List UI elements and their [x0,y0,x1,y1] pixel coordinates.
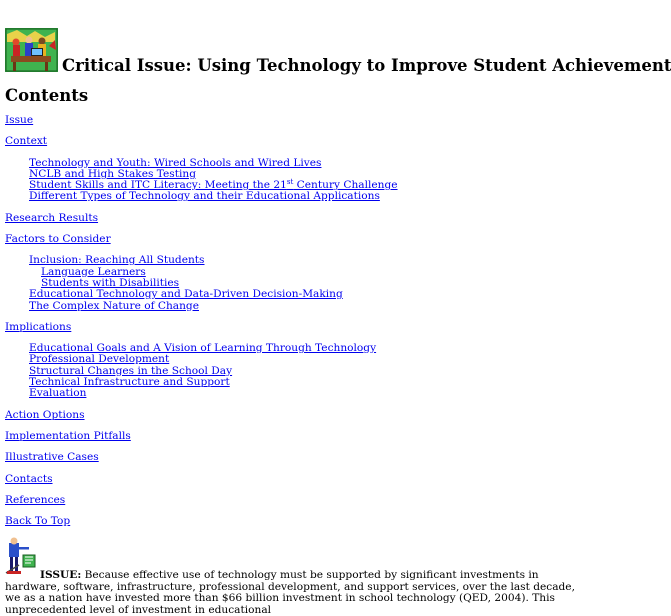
toc-link-educational-goals[interactable]: Educational Goals and A Vision of Learning Through Technology [29,342,377,355]
issue-body: Because effective use of technology must be supported by significant investments in hardware, software, infrastructure, professional development, and support services, over the last decade, we as a nation have invested more than $66 billion investment in school technology (QED, 2004). This unprecedented level of investment in educational [5,569,575,616]
toc-link-back-to-top[interactable]: Back To Top [5,515,71,528]
toc-link-context[interactable]: Context [5,135,48,148]
toc-link-inclusion[interactable]: Inclusion: Reaching All Students [29,254,205,267]
toc-link-types-of-technology[interactable]: Different Types of Technology and their Educational Applications [29,190,380,203]
toc-link-language-learners[interactable]: Language Learners [41,265,146,278]
toc-link-evaluation[interactable]: Evaluation [29,387,87,400]
toc-inclusion-sublist [29,267,595,290]
students-computer-illustration-icon [5,28,58,72]
issue-label: ISSUE: [40,569,82,581]
page-header [5,28,671,75]
toc-link-factors[interactable]: Factors to Consider [5,233,111,246]
toc-link-professional-development[interactable]: Professional Development [29,353,170,366]
toc-link-illustrative-cases[interactable]: Illustrative Cases [5,451,99,464]
toc-context-sublist [5,158,595,203]
toc-link-student-skills-sup: st [286,178,294,187]
toc-link-nclb-testing[interactable]: NCLB and High Stakes Testing [29,167,196,180]
contents-heading: Contents [5,86,89,105]
toc-link-complex-change[interactable]: The Complex Nature of Change [29,299,199,312]
toc-link-references[interactable]: References [5,493,66,506]
issue-section [5,537,595,616]
toc-link-technical-infrastructure[interactable]: Technical Infrastructure and Support [29,376,230,389]
toc-link-implications[interactable]: Implications [5,320,72,333]
page-title: Critical Issue: Using Technology to Improve Student Achievement [62,56,671,75]
toc-factors-sublist [5,255,595,311]
toc-link-students-disabilities[interactable]: Students with Disabilities [41,276,180,289]
toc-link-implementation-pitfalls[interactable]: Implementation Pitfalls [5,429,131,442]
toc-link-action-options[interactable]: Action Options [5,408,85,421]
toc-link-technology-and-youth[interactable]: Technology and Youth: Wired Schools and Wired Lives [29,156,322,169]
toc-link-contacts[interactable]: Contacts [5,472,53,485]
toc-link-structural-changes[interactable]: Structural Changes in the School Day [29,364,233,377]
toc-link-student-skills-tail: Century Challenge [293,179,398,192]
toc-link-student-skills-text: Student Skills and ITC Literacy: Meeting the 21 [29,179,287,192]
toc-implications-sublist [5,343,595,399]
table-of-contents [5,115,595,527]
toc-link-data-driven[interactable]: Educational Technology and Data-Driven Decision-Making [29,288,343,301]
issue-paragraph [5,570,585,616]
toc-link-issue[interactable]: Issue [5,114,34,126]
toc-link-research-results[interactable]: Research Results [5,211,99,224]
